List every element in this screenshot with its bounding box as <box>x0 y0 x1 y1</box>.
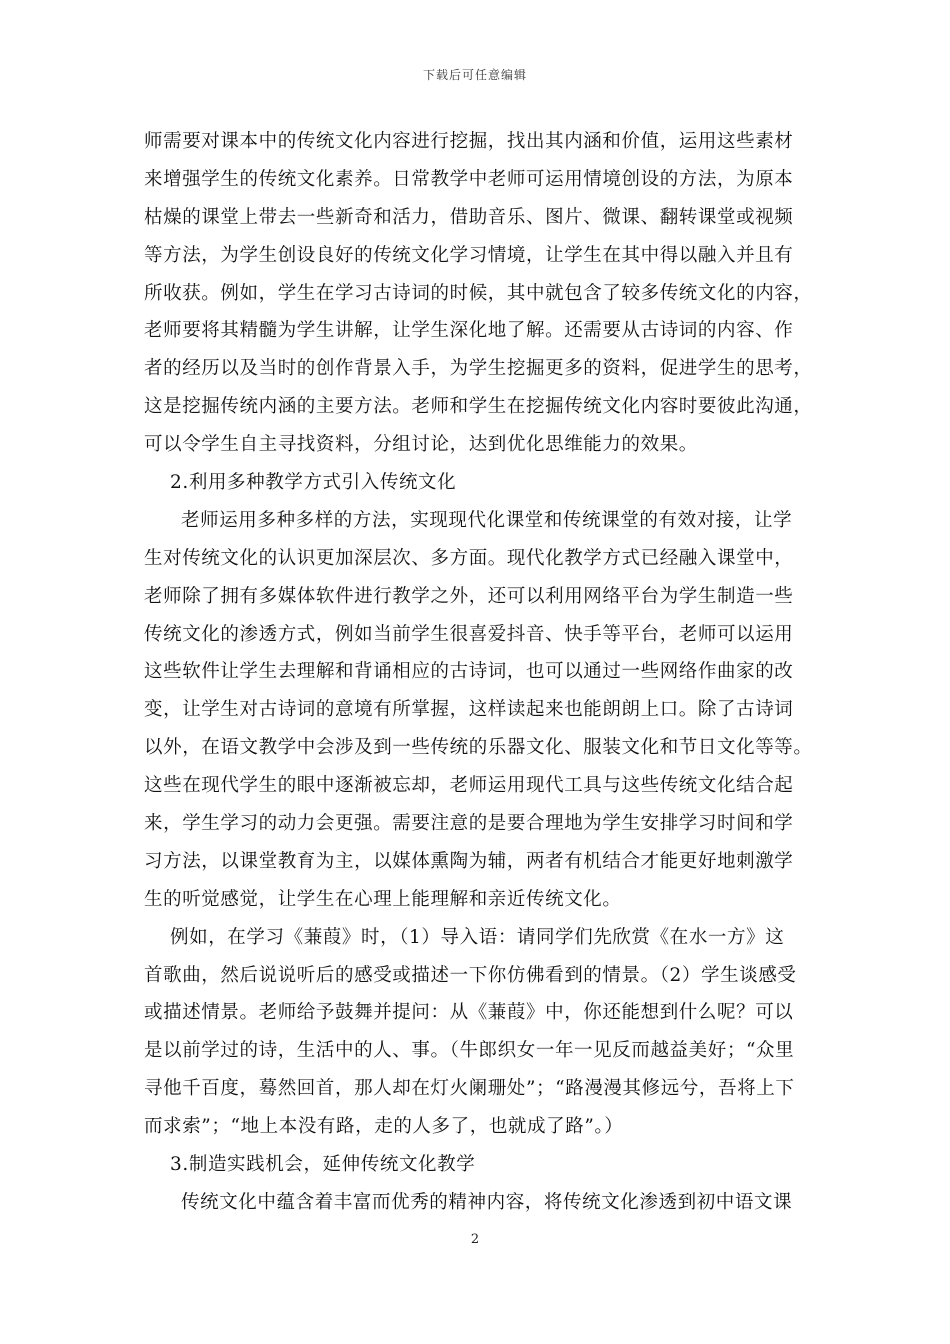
text-line: 而求索”；“地上本没有路，走的人多了，也就成了路”。） <box>144 1116 624 1138</box>
section-heading: 2.利用多种教学方式引入传统文化 <box>170 472 457 494</box>
page-header: 下载后可任意编辑 <box>422 68 527 82</box>
text-line: 者的经历以及当时的创作背景入手，为学生挖掘更多的资料，促进学生的思考， <box>144 358 813 380</box>
text-line: 可以令学生自主寻找资料，分组讨论，达到优化思维能力的效果。 <box>144 434 698 456</box>
text-line: 师需要对课本中的传统文化内容进行挖掘，找出其内涵和价值，运用这些素材 <box>144 131 794 152</box>
text-line: 老师除了拥有多媒体软件进行教学之外，还可以利用网络平台为学生制造一些 <box>144 585 794 607</box>
text-line: 变，让学生对古诗词的意境有所掌握，这样读起来也能朗朗上口。除了古诗词 <box>144 699 794 721</box>
document-body <box>144 123 812 1222</box>
text-line: 首歌曲，然后说说听后的感受或描述一下你仿佛看到的情景。（2）学生谈感受 <box>144 964 797 986</box>
text-line: 是以前学过的诗，生活中的人、事。（牛郎织女一年一见反而越益美好；“众里 <box>144 1040 795 1062</box>
text-line: 或描述情景。老师给予鼓舞并提问：从《蒹葭》中，你还能想到什么呢？可以 <box>144 1002 794 1024</box>
text-line: 生的听觉感觉，让学生在心理上能理解和亲近传统文化。 <box>144 888 622 910</box>
text-line: 老师要将其精髓为学生讲解，让学生深化地了解。还需要从古诗词的内容、作 <box>144 320 794 342</box>
text-line: 例如，在学习《蒹葭》时，（1）导入语：请同学们先欣赏《在水一方》这 <box>170 926 785 948</box>
text-line: 生对传统文化的认识更加深层次、多方面。现代化教学方式已经融入课堂中， <box>144 547 794 569</box>
text-line: 这些软件让学生去理解和背诵相应的古诗词，也可以通过一些网络作曲家的改 <box>144 661 794 683</box>
text-line: 来增强学生的传统文化素养。日常教学中老师可运用情境创设的方法，为原本 <box>144 168 794 190</box>
text-line: 等方法，为学生创设良好的传统文化学习情境，让学生在其中得以融入并且有 <box>144 244 794 266</box>
text-line: 来，学生学习的动力会更强。需要注意的是要合理地为学生安排学习时间和学 <box>144 813 794 835</box>
text-line: 老师运用多种多样的方法，实现现代化课堂和传统课堂的有效对接，让学 <box>181 509 793 531</box>
page-number: 2 <box>470 1232 480 1247</box>
text-line: 传统文化的渗透方式，例如当前学生很喜爱抖音、快手等平台，老师可以运用 <box>144 623 794 645</box>
text-line: 习方法，以课堂教育为主，以媒体熏陶为辅，两者有机结合才能更好地刺激学 <box>144 850 794 872</box>
text-line: 这是挖掘传统内涵的主要方法。老师和学生在挖掘传统文化内容时要彼此沟通， <box>144 396 813 418</box>
text-line: 以外，在语文教学中会涉及到一些传统的乐器文化、服装文化和节日文化等等。 <box>144 737 813 759</box>
section-heading: 3.制造实践机会，延伸传统文化教学 <box>170 1154 476 1176</box>
text-line: 所收获。例如，学生在学习古诗词的时候，其中就包含了较多传统文化的内容， <box>144 282 813 304</box>
text-line: 这些在现代学生的眼中逐渐被忘却，老师运用现代工具与这些传统文化结合起 <box>144 775 794 797</box>
text-line: 枯燥的课堂上带去一些新奇和活力，借助音乐、图片、微课、翻转课堂或视频 <box>144 206 794 228</box>
text-line: 传统文化中蕴含着丰富而优秀的精神内容，将传统文化渗透到初中语文课 <box>181 1191 793 1213</box>
text-line: 寻他千百度，蓦然回首，那人却在灯火阑珊处”；“路漫漫其修远兮，吾将上下 <box>144 1078 795 1100</box>
